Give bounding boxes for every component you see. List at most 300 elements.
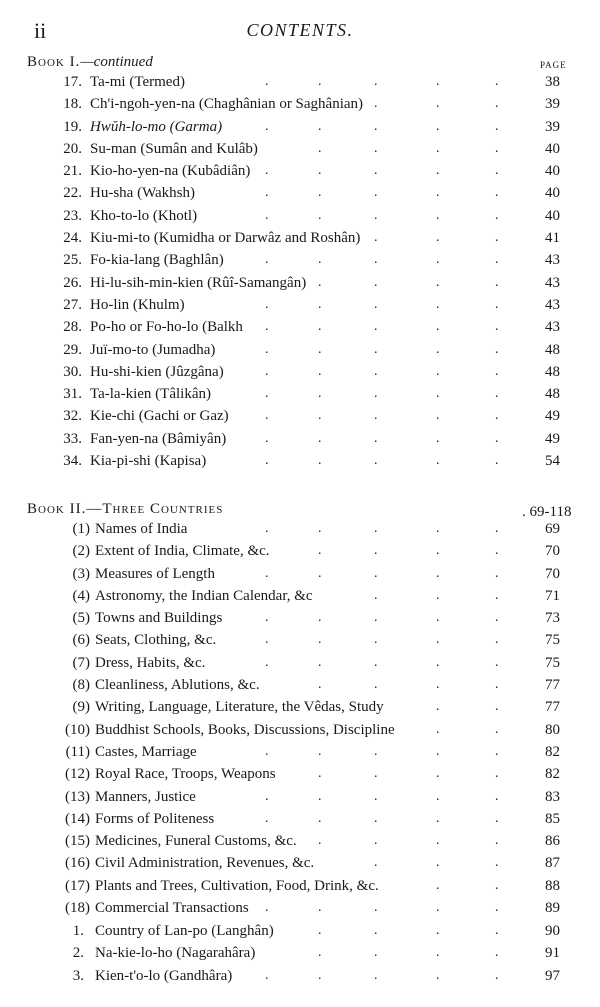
leader-dot: . xyxy=(436,855,440,871)
leader-dot: . xyxy=(374,140,378,156)
book1-heading-suffix: —continued xyxy=(80,54,153,70)
toc-entry xyxy=(0,588,600,610)
dot-leader xyxy=(0,566,600,588)
book1-heading xyxy=(27,54,153,71)
leader-dot: . xyxy=(436,721,440,737)
toc-entry xyxy=(0,566,600,588)
leader-dot: . xyxy=(318,543,322,559)
leader-dot: . xyxy=(374,632,378,648)
leader-dot: . xyxy=(374,923,378,938)
dot-leader xyxy=(0,766,600,788)
toc-entry-number: (16) xyxy=(65,855,90,872)
leader-dot: . xyxy=(436,296,440,312)
toc-entry-number: (7) xyxy=(72,654,90,671)
leader-dot: . xyxy=(495,185,499,201)
leader-dot: . xyxy=(436,677,440,693)
leader-dot: . xyxy=(495,833,499,849)
leader-dot: . xyxy=(374,230,378,246)
leader-dot: . xyxy=(318,632,322,648)
leader-dot: . xyxy=(374,386,378,402)
toc-entry-page: 89 xyxy=(545,900,560,917)
leader-dot: . xyxy=(436,810,440,826)
leader-dot: . xyxy=(374,319,378,335)
toc-entry-page: 70 xyxy=(545,543,560,560)
toc-entry-page: 86 xyxy=(545,833,560,850)
leader-dot: . xyxy=(436,274,440,290)
leader-dot: . xyxy=(374,900,378,916)
leader-dot: . xyxy=(265,788,269,804)
leader-dot: . xyxy=(265,743,269,759)
leader-dot: . xyxy=(495,163,499,179)
leader-dot: . xyxy=(318,74,322,89)
dot-leader xyxy=(0,521,600,543)
leader-dot: . xyxy=(436,386,440,402)
toc-entry xyxy=(0,699,600,721)
leader-dot: . xyxy=(374,408,378,424)
toc-entry xyxy=(0,521,600,543)
toc-entry-page: 97 xyxy=(545,967,560,984)
toc-entry-page: 82 xyxy=(545,743,560,760)
leader-dot: . xyxy=(265,453,269,469)
leader-dot: . xyxy=(436,610,440,626)
toc-entry xyxy=(0,342,600,364)
toc-entry-page: 43 xyxy=(545,252,560,269)
toc-entry-number: 1. xyxy=(72,923,84,939)
toc-entry-page: 77 xyxy=(545,699,560,716)
toc-entry-number: 20. xyxy=(63,140,82,157)
leader-dot: . xyxy=(374,855,378,871)
toc-entry-number: (8) xyxy=(72,677,90,694)
toc-entry-number: (15) xyxy=(65,833,90,850)
dot-leader xyxy=(0,677,600,699)
toc-entry-number: 17. xyxy=(63,74,82,90)
toc-entry-title: Cleanliness, Ablutions, &c. xyxy=(95,677,260,694)
toc-entry-number: (18) xyxy=(65,900,90,917)
leader-dot: . xyxy=(318,810,322,826)
leader-dot: . xyxy=(265,610,269,626)
toc-entry-page: 48 xyxy=(545,386,560,403)
toc-entry xyxy=(0,811,600,833)
toc-entry-page: 54 xyxy=(545,453,560,470)
leader-dot: . xyxy=(318,900,322,916)
dot-leader xyxy=(0,610,600,632)
dot-leader xyxy=(0,900,600,922)
leader-dot: . xyxy=(318,945,322,961)
book2-page-range: . 69-118 xyxy=(522,504,572,520)
leader-dot: . xyxy=(436,74,440,89)
leader-dot: . xyxy=(495,677,499,693)
leader-dot: . xyxy=(374,677,378,693)
leader-dot: . xyxy=(495,319,499,335)
toc-entry-number: 25. xyxy=(63,252,82,269)
toc-entry-number: 26. xyxy=(63,274,82,291)
toc-entry xyxy=(0,297,600,319)
leader-dot: . xyxy=(318,923,322,938)
leader-dot: . xyxy=(265,565,269,581)
toc-entry-number: 19. xyxy=(63,118,82,135)
toc-entry-number: 30. xyxy=(63,363,82,380)
toc-entry xyxy=(0,766,600,788)
toc-entry-title: Hwŭh-lo-mo (Garma) xyxy=(90,118,223,135)
leader-dot: . xyxy=(265,900,269,916)
leader-dot: . xyxy=(374,96,378,112)
toc-entry xyxy=(0,833,600,855)
leader-dot: . xyxy=(495,118,499,134)
leader-dot: . xyxy=(374,766,378,782)
toc-entry-page: 80 xyxy=(545,721,560,738)
book1-entries xyxy=(0,74,600,475)
toc-entry-page: 91 xyxy=(545,945,560,962)
toc-entry-page: 48 xyxy=(545,341,560,358)
leader-dot: . xyxy=(318,677,322,693)
leader-dot: . xyxy=(265,654,269,670)
leader-dot: . xyxy=(265,967,269,983)
toc-entry-title: Hu-sha (Wakhsh) xyxy=(90,185,196,202)
toc-entry-title: Juï-mo-to (Jumadha) xyxy=(90,341,216,358)
toc-entry-page: 85 xyxy=(545,810,560,827)
leader-dot: . xyxy=(495,453,499,469)
leader-dot: . xyxy=(265,252,269,268)
leader-dot: . xyxy=(495,766,499,782)
dot-leader xyxy=(0,968,600,990)
leader-dot: . xyxy=(265,118,269,134)
toc-entry-number: 2. xyxy=(72,945,84,962)
toc-entry-page: 82 xyxy=(545,766,560,783)
leader-dot: . xyxy=(495,140,499,156)
leader-dot: . xyxy=(374,363,378,379)
dot-leader xyxy=(0,923,600,945)
toc-entry-title: Country of Lan-po (Langhân) xyxy=(95,923,274,939)
toc-entry-number: 27. xyxy=(63,296,82,313)
toc-entry xyxy=(0,74,600,96)
running-head: CONTENTS. xyxy=(246,20,354,40)
toc-entry xyxy=(0,96,600,118)
toc-entry-number: (12) xyxy=(65,766,90,783)
leader-dot: . xyxy=(436,654,440,670)
toc-entry xyxy=(0,252,600,274)
leader-dot: . xyxy=(318,163,322,179)
toc-entry-title: Ch'i-ngoh-yen-na (Chaghânian or Saghânian) xyxy=(90,96,364,113)
toc-entry-title: Kia-pi-shi (Kapisa) xyxy=(90,453,207,470)
toc-entry-page: 40 xyxy=(545,185,560,202)
leader-dot: . xyxy=(318,207,322,223)
leader-dot: . xyxy=(495,923,499,938)
toc-entry xyxy=(0,945,600,967)
leader-dot: . xyxy=(265,163,269,179)
toc-entry-number: 23. xyxy=(63,207,82,224)
leader-dot: . xyxy=(495,721,499,737)
leader-dot: . xyxy=(495,341,499,357)
leader-dot: . xyxy=(374,610,378,626)
leader-dot: . xyxy=(265,74,269,89)
toc-entry-number: (2) xyxy=(72,543,90,560)
leader-dot: . xyxy=(495,386,499,402)
toc-entry-title: Towns and Buildings xyxy=(95,610,223,627)
leader-dot: . xyxy=(265,363,269,379)
toc-entry-title: Seats, Clothing, &c. xyxy=(95,632,217,649)
leader-dot: . xyxy=(265,207,269,223)
toc-entry xyxy=(0,141,600,163)
leader-dot: . xyxy=(318,319,322,335)
leader-dot: . xyxy=(374,521,378,536)
toc-entry-page: 43 xyxy=(545,274,560,291)
leader-dot: . xyxy=(495,96,499,112)
toc-entry-page: 88 xyxy=(545,877,560,894)
leader-dot: . xyxy=(436,207,440,223)
leader-dot: . xyxy=(318,743,322,759)
leader-dot: . xyxy=(318,408,322,424)
book2-heading xyxy=(27,501,223,518)
toc-entry-title: Na-kie-lo-ho (Nagarahâra) xyxy=(95,945,256,962)
leader-dot: . xyxy=(318,610,322,626)
toc-entry-number: (3) xyxy=(72,565,90,582)
dot-leader xyxy=(0,632,600,654)
leader-dot: . xyxy=(436,833,440,849)
leader-dot: . xyxy=(436,140,440,156)
leader-dot: . xyxy=(436,453,440,469)
leader-dot: . xyxy=(436,788,440,804)
toc-entry-title: Kien-t'o-lo (Gandhâra) xyxy=(95,967,233,984)
leader-dot: . xyxy=(436,341,440,357)
leader-dot: . xyxy=(265,632,269,648)
toc-entry xyxy=(0,655,600,677)
leader-dot: . xyxy=(495,207,499,223)
leader-dot: . xyxy=(495,788,499,804)
toc-entry-title: Kiu-mi-to (Kumidha or Darwâz and Roshân) xyxy=(90,230,361,247)
leader-dot: . xyxy=(318,363,322,379)
dot-leader xyxy=(0,655,600,677)
leader-dot: . xyxy=(436,945,440,961)
toc-entry-page: 69 xyxy=(545,521,560,537)
leader-dot: . xyxy=(436,252,440,268)
leader-dot: . xyxy=(495,743,499,759)
toc-entry-number: 33. xyxy=(63,430,82,447)
leader-dot: . xyxy=(374,945,378,961)
toc-entry-title: Fo-kia-lang (Baghlân) xyxy=(90,252,224,269)
leader-dot: . xyxy=(495,945,499,961)
leader-dot: . xyxy=(495,543,499,559)
leader-dot: . xyxy=(318,185,322,201)
toc-entry xyxy=(0,610,600,632)
dot-leader xyxy=(0,833,600,855)
leader-dot: . xyxy=(318,521,322,536)
toc-entry-title: Civil Administration, Revenues, &c. xyxy=(95,855,315,872)
leader-dot: . xyxy=(318,788,322,804)
leader-dot: . xyxy=(374,430,378,446)
leader-dot: . xyxy=(495,654,499,670)
toc-entry xyxy=(0,855,600,877)
dot-leader xyxy=(0,543,600,565)
book2-heading-label: Book II. xyxy=(27,501,87,517)
toc-entry-page: 41 xyxy=(545,230,560,247)
toc-entry xyxy=(0,119,600,141)
toc-entry-number: (6) xyxy=(72,632,90,649)
toc-entry-title: Ta-la-kien (Tâlikân) xyxy=(90,386,211,403)
toc-entry-page: 73 xyxy=(545,610,560,627)
toc-entry-title: Hi-lu-sih-min-kien (Rûî-Samangân) xyxy=(90,274,307,291)
toc-entry xyxy=(0,275,600,297)
leader-dot: . xyxy=(495,296,499,312)
book2-countries xyxy=(0,923,600,990)
toc-entry-title: Manners, Justice xyxy=(95,788,196,805)
book1-heading-label: Book I. xyxy=(27,54,81,70)
leader-dot: . xyxy=(436,743,440,759)
leader-dot: . xyxy=(436,408,440,424)
leader-dot: . xyxy=(374,252,378,268)
leader-dot: . xyxy=(374,453,378,469)
leader-dot: . xyxy=(495,430,499,446)
leader-dot: . xyxy=(495,252,499,268)
leader-dot: . xyxy=(265,341,269,357)
leader-dot: . xyxy=(436,319,440,335)
toc-entry-number: (5) xyxy=(72,610,90,627)
toc-entry xyxy=(0,163,600,185)
toc-entry-title: Hu-shi-kien (Jûzgâna) xyxy=(90,363,224,380)
book2-heading-subtitle: —Three Countries xyxy=(86,501,224,517)
leader-dot: . xyxy=(495,363,499,379)
leader-dot: . xyxy=(265,296,269,312)
leader-dot: . xyxy=(436,565,440,581)
toc-entry xyxy=(0,185,600,207)
leader-dot: . xyxy=(436,587,440,603)
leader-dot: . xyxy=(436,363,440,379)
toc-entry-title: Astronomy, the Indian Calendar, &c xyxy=(95,587,313,604)
toc-entry-title: Extent of India, Climate, &c. xyxy=(95,543,270,560)
toc-entry-number: (14) xyxy=(65,810,90,827)
toc-entry-number: 24. xyxy=(63,230,82,247)
leader-dot: . xyxy=(495,699,499,715)
toc-entry-title: Writing, Language, Literature, the Vêdas, Study xyxy=(95,699,384,716)
toc-entry-page: 43 xyxy=(545,296,560,313)
toc-entry-number: (1) xyxy=(72,521,90,537)
dot-leader xyxy=(0,945,600,967)
leader-dot: . xyxy=(374,788,378,804)
toc-entry-number: 22. xyxy=(63,185,82,202)
toc-entry xyxy=(0,319,600,341)
leader-dot: . xyxy=(436,967,440,983)
toc-entry-number: (17) xyxy=(65,877,90,894)
toc-entry-title: Commercial Transactions xyxy=(95,900,249,917)
toc-entry-page: 75 xyxy=(545,654,560,671)
leader-dot: . xyxy=(374,967,378,983)
toc-entry-page: 39 xyxy=(545,118,560,135)
leader-dot: . xyxy=(495,408,499,424)
toc-entry xyxy=(0,543,600,565)
leader-dot: . xyxy=(495,877,499,893)
leader-dot: . xyxy=(318,565,322,581)
toc-entry-number: 18. xyxy=(63,96,82,113)
leader-dot: . xyxy=(436,877,440,893)
toc-entry-number: (11) xyxy=(65,743,90,760)
toc-entry-title: Fan-yen-na (Bâmiyân) xyxy=(90,430,227,447)
leader-dot: . xyxy=(374,74,378,89)
leader-dot: . xyxy=(495,610,499,626)
leader-dot: . xyxy=(374,207,378,223)
toc-entry xyxy=(0,677,600,699)
toc-entry-page: 39 xyxy=(545,96,560,113)
toc-entry-title: Medicines, Funeral Customs, &c. xyxy=(95,833,297,850)
leader-dot: . xyxy=(265,430,269,446)
leader-dot: . xyxy=(318,118,322,134)
leader-dot: . xyxy=(436,96,440,112)
leader-dot: . xyxy=(374,163,378,179)
leader-dot: . xyxy=(495,230,499,246)
leader-dot: . xyxy=(374,118,378,134)
toc-entry xyxy=(0,789,600,811)
toc-entry xyxy=(0,431,600,453)
toc-entry-number: 31. xyxy=(63,386,82,403)
toc-entry xyxy=(0,386,600,408)
leader-dot: . xyxy=(318,140,322,156)
leader-dot: . xyxy=(436,699,440,715)
leader-dot: . xyxy=(436,923,440,938)
toc-entry xyxy=(0,208,600,230)
leader-dot: . xyxy=(495,967,499,983)
leader-dot: . xyxy=(318,766,322,782)
leader-dot: . xyxy=(495,565,499,581)
toc-entry xyxy=(0,744,600,766)
leader-dot: . xyxy=(374,810,378,826)
toc-entry-page: 70 xyxy=(545,565,560,582)
book2-entries xyxy=(0,521,600,922)
toc-entry xyxy=(0,364,600,386)
toc-entry-page: 71 xyxy=(545,587,560,604)
leader-dot: . xyxy=(374,274,378,290)
page-number: ii xyxy=(34,18,47,43)
leader-dot: . xyxy=(265,408,269,424)
toc-entry-page: 40 xyxy=(545,163,560,180)
leader-dot: . xyxy=(495,587,499,603)
leader-dot: . xyxy=(265,810,269,826)
toc-entry xyxy=(0,453,600,475)
toc-entry-number: (10) xyxy=(65,721,90,738)
toc-entry-title: Dress, Habits, &c. xyxy=(95,654,206,671)
toc-entry-page: 90 xyxy=(545,923,560,939)
toc-entry-number: 34. xyxy=(63,453,82,470)
leader-dot: . xyxy=(374,565,378,581)
toc-entry xyxy=(0,968,600,990)
leader-dot: . xyxy=(374,543,378,559)
leader-dot: . xyxy=(265,521,269,536)
toc-entry-title: Buddhist Schools, Books, Discussions, Discipline xyxy=(95,721,395,738)
leader-dot: . xyxy=(318,386,322,402)
toc-entry-page: 40 xyxy=(545,207,560,224)
toc-entry xyxy=(0,900,600,922)
toc-entry xyxy=(0,722,600,744)
toc-entry-title: Plants and Trees, Cultivation, Food, Drink, &c. xyxy=(95,877,379,894)
toc-entry-page: 87 xyxy=(545,855,560,872)
toc-entry xyxy=(0,632,600,654)
toc-entry-title: Royal Race, Troops, Weapons xyxy=(95,766,276,783)
toc-entry-page: 49 xyxy=(545,430,560,447)
leader-dot: . xyxy=(436,900,440,916)
leader-dot: . xyxy=(318,430,322,446)
toc-entry-page: 75 xyxy=(545,632,560,649)
leader-dot: . xyxy=(436,118,440,134)
toc-entry-title: Names of India xyxy=(95,521,188,537)
toc-entry-number: 3. xyxy=(72,967,84,984)
leader-dot: . xyxy=(265,185,269,201)
leader-dot: . xyxy=(436,521,440,536)
leader-dot: . xyxy=(318,453,322,469)
leader-dot: . xyxy=(495,274,499,290)
leader-dot: . xyxy=(436,632,440,648)
leader-dot: . xyxy=(495,855,499,871)
toc-entry-number: 29. xyxy=(63,341,82,358)
leader-dot: . xyxy=(436,766,440,782)
leader-dot: . xyxy=(436,543,440,559)
leader-dot: . xyxy=(374,341,378,357)
